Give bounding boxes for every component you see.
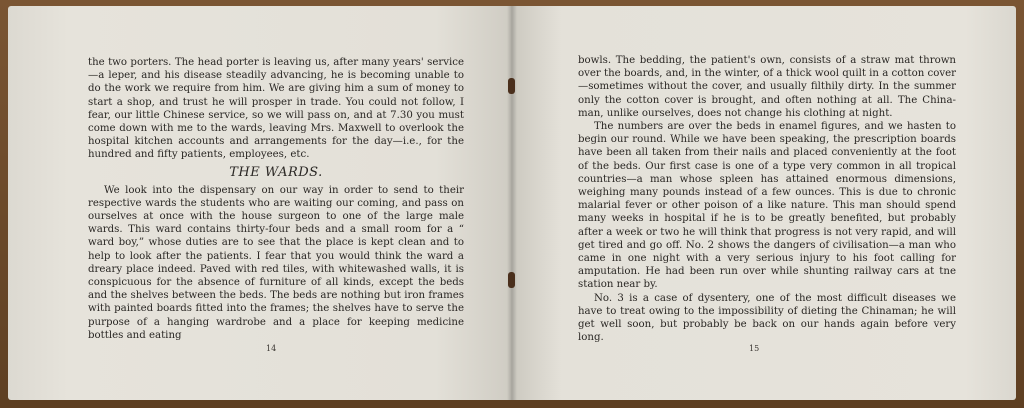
right-page <box>511 6 1016 400</box>
left-paragraph-1: the two porters. The head porter is leaving us, after many years' service —a leper, and his disease steadily advancing, he is becoming unable to do the work we require from him. We are giving him a sum of money to start a shop, and trust he will prosper in trade. You could not follow, I fear, our little Chinese service, so we will pass on, and at 7.30 you must come down with me to the wards, leaving Mrs. Maxwell to overlook the hospital kitchen accounts and arrangements for the day—i.e., for the hundred and fifty patients, employees, etc. <box>88 57 464 161</box>
right-paragraph-3: No. 3 is a case of dysentery, one of the most difficult diseases we have to treat owing to the impossibility of dieting the Chinaman; he will get well soon, but probably be back on our hands again before very long. <box>578 292 956 344</box>
section-heading: THE WARDS. <box>229 164 323 180</box>
binding-staple-bottom <box>508 272 515 288</box>
open-book <box>8 6 1016 400</box>
left-page-text <box>88 56 464 342</box>
right-paragraph-2: The numbers are over the beds in enamel figures, and we hasten to begin our round. While we have been speaking, the prescription boards have been all taken from their nails and placed conveniently at the foot of the beds. Our first case is one of a type very common in all tropical countries—a man whose spleen has attained enormous dimensions, weighing many pounds instead of a few ounces. This is due to chronic malarial fever or other poison of a like nature. This man should spend many weeks in hospital if he is to be greatly benefited, but probably after a week or two he will think that progress is not very rapid, and will get tired and go off. No. 2 shows the dangers of civilisation—a man who came in one night with a very serious injury to his foot calling for amputation. He had been run over while shunting railway cars at tne station near by. <box>578 121 956 291</box>
right-page-text <box>578 54 956 344</box>
book-gutter <box>507 6 517 400</box>
right-page-number: 15 <box>749 344 760 353</box>
right-paragraph-1: bowls. The bedding, the patient's own, consists of a straw mat thrown over the boards, and, in the winter, of a thick wool quilt in a cotton cover —sometimes without the cover, and usually filthily dirty. In the summer only the cotton cover is brought, and often nothing at all. The China-man, unlike ourselves, does not change his clothing at night. <box>578 55 956 119</box>
left-page-number: 14 <box>266 344 277 353</box>
binding-staple-top <box>508 78 515 94</box>
left-page <box>8 6 511 400</box>
left-paragraph-2: We look into the dispensary on our way in order to send to their respective wards the students who are waiting our coming, and pass on ourselves at once with the house surgeon to one of the large male wards. This ward contains thirty-four beds and a small room for a “ ward boy,” whose duties are to see that the place is kept clean and to help to look after the patients. I fear that you would think the ward a dreary place indeed. Paved with red tiles, with whitewashed walls, it is conspicuous for the absence of furniture of all kinds, except the beds and the shelves between the beds. The beds are nothing but iron frames with painted boards fitted into the frames; the shelves have to serve the purpose of a hanging wardrobe and a place for keeping medicine bottles and eating <box>88 184 464 341</box>
